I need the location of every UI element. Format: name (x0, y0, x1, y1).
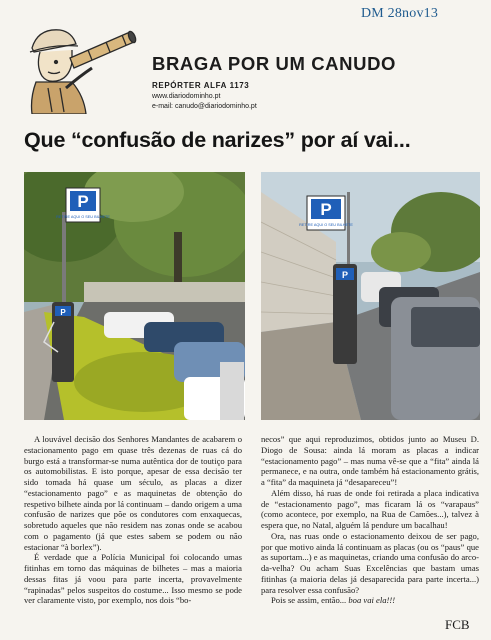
meter-letter-2: P (341, 270, 349, 280)
parking-sign-label: RETIRE AQUI O SEU BILHETE (56, 215, 110, 219)
meter-letter: P (60, 308, 66, 317)
closing-emphasis: boa vai ela!!! (348, 595, 396, 606)
telescope-man-logo (26, 18, 138, 114)
parking-sign-label-2: RETIRE AQUI O SEU BILHETE (299, 223, 353, 227)
parking-photo-1 (24, 172, 245, 420)
closing-paragraph (261, 595, 479, 606)
photo-parking-wall (261, 172, 480, 420)
reporter-name: REPÓRTER ALFA 1173 (152, 81, 250, 90)
parking-sign-letter-2: P (320, 200, 332, 219)
column-title: BRAGA POR UM CANUDO (152, 53, 397, 74)
paragraph: Além disso, há ruas de onde foi retirada a placa indicativa de “estacionamento pago”, mas ficaram lá os “varapaus” (como acontece, por exemplo, na Rua de Camões...), talvez à espera que, no Natal, alguém lá pendure um bacalhau! (261, 487, 479, 530)
article-headline: Que “confusão de narizes” por aí vai... (24, 128, 411, 152)
paragraph: necos” que aqui reproduzimos, obtidos junto ao Museu D. Diogo de Sousa: ainda lá moram as placas a indicar “estacionamento pago” – mas numa vê-se que a “fita” ainda lá permanece, e na outra, onde também há estacionamento grátis, a “fita” da maquineta já “desapareceu”! (261, 434, 479, 487)
parking-photo-2 (261, 172, 480, 420)
photo-parking-street (24, 172, 245, 420)
closing-lead: Pois se assim, então... (271, 595, 347, 606)
edition-date: DM 28nov13 (361, 6, 439, 21)
website-link[interactable]: www.diariodominho.pt (152, 93, 221, 100)
email-link[interactable]: e-mail: canudo@diariodominho.pt (152, 103, 257, 110)
paragraph: É verdade que a Polícia Municipal foi colocando umas fitinhas em torno das máquinas de bilhetes – mas a maioria dessas fitas já voou para parte incerta, provavelmente “rapinadas” pelos suspeitos do costume... Isso mesmo se pode ver claramente visto, por exemplo, nos dois “bo- (24, 552, 242, 606)
contact-block (152, 92, 257, 112)
article-column-1 (24, 434, 242, 606)
paragraph: A louvável decisão dos Senhores Mandantes de acabarem o estacionamento pago em quase três dezenas de ruas cá do burgo está a transformar-se numa autêntica dor de toutiço para os automobilistas. E isto porque, apesar de essa decisão ter sido tomada há quase um século, as placas a dizer “estacionamento pago” e as maquinetas de obtenção do respetivo bilhete ainda por lá continuam – dando origem a uma confusão de narizes que põe os condutores com enxaquecas, sobretudo aqueles que não residem nas zonas onde se acabou com o pagamento (já que estes sabem se podem ou não estacionar “à borlex”). (24, 434, 242, 552)
article-column-2 (261, 434, 479, 606)
paragraph: Ora, nas ruas onde o estacionamento deixou de ser pago, por que motivo ainda lá continuam as placas (ou os “paus” que as suportam...) e as maquinetas, criando uma confusão do arco-da-velha? Ou acham Suas Excelências que bastam umas fitinhas (a maioria delas já desaparecida para parte incerta...) para resolver essa confusão? (261, 530, 479, 595)
author-initials: FCB (445, 617, 470, 632)
parking-sign-letter: P (77, 192, 89, 211)
